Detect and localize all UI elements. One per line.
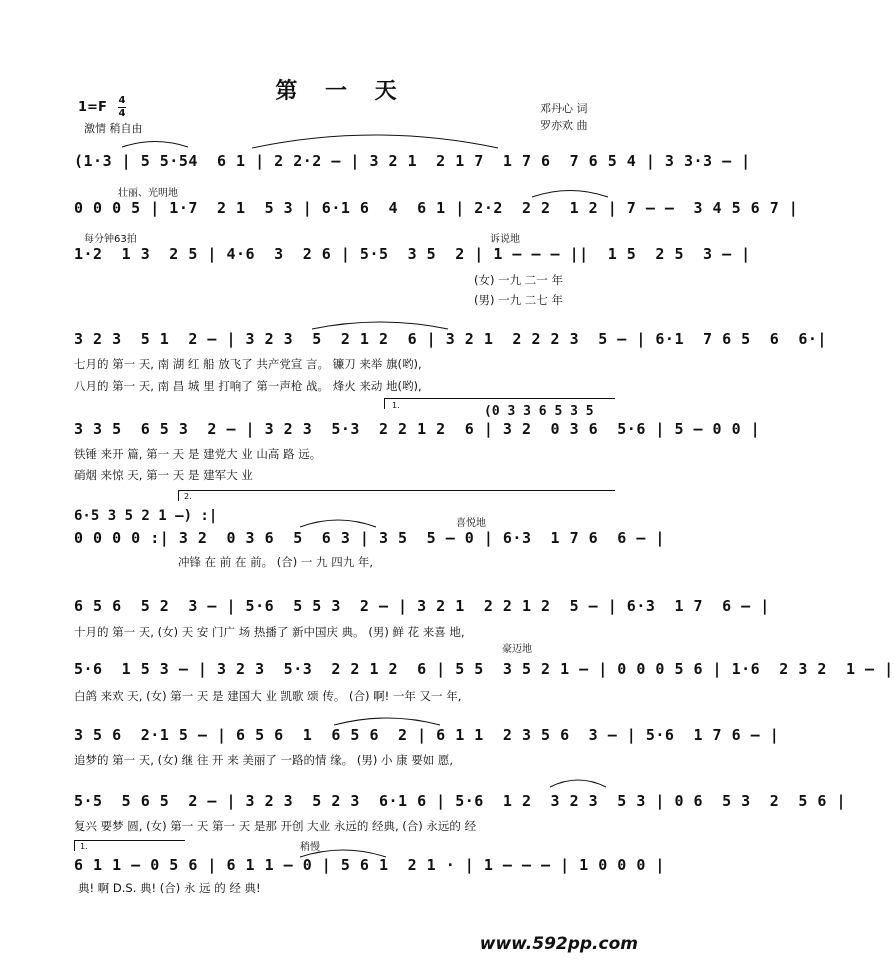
expression-marking: 壮丽、光明地 <box>118 188 178 199</box>
tempo-marking-bpm: 每分钟63拍 <box>84 234 137 245</box>
page-title: 第 一 天 <box>275 78 407 104</box>
notation-line: 6 1 1 — 0 5 6 | 6 1 1 — 0 | 5 6 1 2 1 · | 1 — — — | 1 0 0 0 | <box>74 856 665 874</box>
notation-line: 3 3 5 6 5 3 2 — | 3 2 3 5·3 2 2 1 2 6 | 3 2 0 3 6 5·6 | 5 — 0 0 | <box>74 420 761 438</box>
volta-number: 1. <box>392 401 400 410</box>
lyric-line-1: 七月的 第一 天, 南 湖 红 船 放飞了 共产党宣 言。 镰刀 来举 旗(哟), <box>74 357 422 371</box>
expression-marking: 诉说地 <box>490 234 520 245</box>
lyricist-credit: 邓丹心 词 <box>540 102 588 115</box>
slur-mark <box>298 516 378 528</box>
lyric-line-2: (男) 一九 二七 年 <box>474 293 563 307</box>
lyric-line-1: 冲锋 在 前 在 前。 (合) 一 九 四九 年, <box>178 555 374 569</box>
score-row-1 <box>0 152 751 174</box>
notation-line: 3 2 3 5 1 2 — | 3 2 3 5 2 1 2 6 | 3 2 1 2 2 2 3 5 — | 6·1 7 6 5 6 6·| <box>74 330 827 348</box>
score-row-2 <box>0 199 799 221</box>
notation-line: 0 0 0 0 :| 3 2 0 3 6 5 6 3 | 3 5 5 — 0 | 6·3 1 7 6 6 — | <box>74 529 665 547</box>
expression-marking: 豪迈地 <box>502 644 532 655</box>
score-row-7 <box>0 597 770 619</box>
time-signature-top: 4 <box>118 95 126 106</box>
score-row-8 <box>0 660 894 682</box>
notation-line: 3 5 6 2·1 5 — | 6 5 6 1 6 5 6 2 | 6 1 1 2 3 5 6 3 — | 5·6 1 7 6 — | <box>74 726 780 744</box>
lyric-line-2: 硝烟 来惊 天, 第一 天 是 建军大 业 <box>74 468 253 482</box>
score-row-4 <box>0 330 827 352</box>
tempo-marking: 激情 稍自由 <box>84 122 143 135</box>
key-signature: 1=F <box>78 100 107 115</box>
lyric-line-1: 追梦的 第一 天, (女) 继 往 开 来 美丽了 一路的情 缘。 (男) 小 康 要如 愿, <box>74 753 454 767</box>
volta-number: 1. <box>80 842 88 851</box>
slur-mark <box>298 846 388 858</box>
slur-mark <box>530 186 610 198</box>
expression-marking: 喜悦地 <box>456 518 486 529</box>
notation-line: 5·5 5 6 5 2 — | 3 2 3 5 2 3 6·1 6 | 5·6 1 2 3 2 3 5 3 | 0 6 5 3 2 5 6 | <box>74 792 846 810</box>
expression-marking: 稍慢 <box>300 842 320 853</box>
volta-number: 2. <box>184 492 192 501</box>
score-row-9 <box>0 726 780 748</box>
notation-line: 0 0 0 5 | 1·7 2 1 5 3 | 6·1 6 4 6 1 | 2·2 2 2 1 2 | 7 — — 3 4 5 6 7 | <box>74 199 799 217</box>
lyric-line-1: (女) 一九 二一 年 <box>474 273 563 287</box>
volta-bracket <box>74 840 185 851</box>
instrumental-line: 6·5 3 5 2 1 —) :| <box>74 508 218 524</box>
lyric-line-1: 复兴 要梦 圆, (女) 第一 天 第一 天 是那 开创 大业 永远的 经典, (合) 永远的 经 <box>74 819 477 833</box>
lyric-line-1: 十月的 第一 天, (女) 天 安 门广 场 热播了 新中国庆 典。 (男) 鲜 花 来喜 地, <box>74 625 465 639</box>
score-row-11 <box>0 856 682 878</box>
slur-mark <box>548 776 608 788</box>
composer-credit: 罗亦欢 曲 <box>540 119 588 132</box>
lyric-line-1: 铁锤 来开 篇, 第一 天 是 建党大 业 山高 路 远。 <box>74 447 322 461</box>
slur-mark <box>120 138 190 148</box>
volta-bracket <box>178 490 615 501</box>
time-signature <box>118 96 126 119</box>
slur-mark <box>332 714 442 726</box>
score-row-6 <box>0 529 682 551</box>
lyric-line-2: 八月的 第一 天, 南 昌 城 里 打响了 第一声枪 战。 烽火 来动 地(哟), <box>74 379 422 393</box>
score-row-3 <box>0 245 751 267</box>
site-watermark: www.592pp.com <box>479 934 638 954</box>
instrumental-fill: (0 3 3 6 5 3 5 <box>484 404 594 419</box>
notation-line: 1·2 1 3 2 5 | 4·6 3 2 6 | 5·5 3 5 2 | 1 — — — || 1 5 2 5 3 — | <box>74 245 751 263</box>
notation-line: (1·3 | 5 5·54 6 1 | 2 2·2 — | 3 2 1 2 1 7 1 7 6 7 6 5 4 | 3 3·3 — | <box>74 152 751 170</box>
notation-line: 6 5 6 5 2 3 — | 5·6 5 5 3 2 — | 3 2 1 2 2 1 2 5 — | 6·3 1 7 6 — | <box>74 597 770 615</box>
slur-mark <box>310 318 450 330</box>
slur-mark <box>250 130 500 150</box>
time-signature-bottom: 4 <box>118 108 126 119</box>
lyric-line-1: 典! 啊 D.S. 典! (合) 永 远 的 经 典! <box>78 881 261 895</box>
lyric-line-1: 白鸽 来欢 天, (女) 第一 天 是 建国大 业 凯歌 颂 传。 (合) 啊! 一年 又一 年, <box>74 689 462 703</box>
score-row-5 <box>0 420 761 442</box>
score-row-10 <box>0 792 846 814</box>
notation-line: 5·6 1 5 3 — | 3 2 3 5·3 2 2 1 2 6 | 5 5 3 5 2 1 — | 0 0 0 5 6 | 1·6 2 3 2 1 — | <box>74 660 894 678</box>
